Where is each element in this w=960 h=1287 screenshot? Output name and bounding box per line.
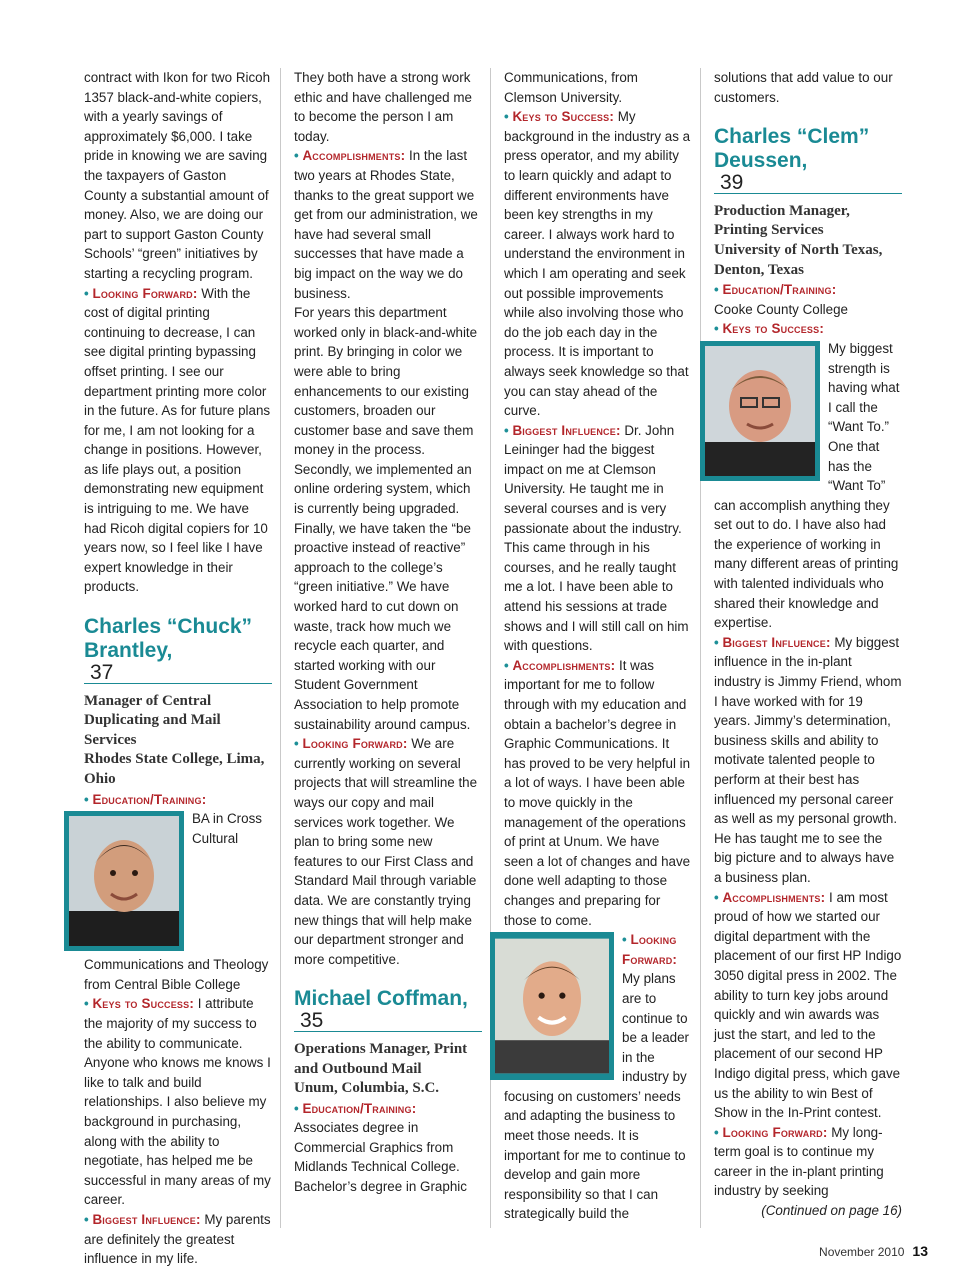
column-divider bbox=[280, 68, 281, 1228]
paragraph: Cooke County College bbox=[714, 301, 848, 317]
profile-name: Michael Coffman, bbox=[294, 987, 468, 1011]
section-label: Looking Forward: bbox=[92, 285, 198, 301]
profile-age: 39 bbox=[720, 171, 744, 195]
column-4 bbox=[714, 68, 902, 1221]
section-text: My long-term goal is to continue my career in the in-plant printing industry by seeking bbox=[714, 1124, 884, 1199]
paragraph: • Keys to Success: My background in the industry as a press operator, and my ability to learn quickly and adapt to different environments have been key strengths in my career. I always work hard to understand the environment in which I am operating and seek out possible improvements while also involving those who do the job each day in the process. It is important to always seek knowledge so that you can stay ahead of the curve. bbox=[504, 109, 691, 419]
section-label: Biggest Influence: bbox=[92, 1211, 201, 1227]
portrait-image bbox=[69, 816, 179, 946]
paragraph: • Biggest Influence: My parents are definitely the greatest influence in my life. bbox=[84, 1211, 271, 1267]
section-text: It was important for me to follow through with my education and obtain a bachelor’s degree in Graphic Communications. It has proved to be very helpful in a lot of ways. I have been able to move quickly in the management of the operations of print at Unum. We have seen a lot of changes and have done well adapting to those changes and preparing for those to come. bbox=[504, 657, 691, 928]
section-text: I am most proud of how we started our digital department with the placement of our first HP Indigo 3050 digital press in 2002. The ability to turn key jobs around quickly and win awards was just the start, and led to the placement of our second HP Indigo digital press, which gave us the ability to win Best of Show in the In-Print contest. bbox=[714, 889, 902, 1121]
column-1 bbox=[84, 68, 272, 1269]
profile-role: Production Manager, Printing Services bbox=[714, 202, 850, 239]
profile-role: Manager of Central Duplicating and Mail Services bbox=[84, 692, 221, 748]
paragraph: My biggest strength is having what I call the “Want To.” One that has the “Want To” can accomplish anything they set out to do. I have also had the experience of working in many different areas of printing with talented individuals who shared their knowledge and expertise. bbox=[714, 340, 900, 631]
column-3 bbox=[504, 68, 692, 1224]
section-text: My biggest influence in the in-plant industry is Jimmy Friend, whom I have worked with for 19 years. Jimmy’s determination, business skills and ability to motivate talented people to perform at their best has influenced my personal career as well as my personal growth. He has taught me to see the big picture and to always have a business plan. bbox=[714, 634, 902, 885]
section-label: Looking Forward: bbox=[302, 736, 408, 752]
section-label: Biggest Influence: bbox=[722, 634, 831, 650]
paragraph: They both have a strong work ethic and have challenged me to become the person I am today. bbox=[294, 70, 472, 144]
profile-name-rule bbox=[294, 1011, 482, 1032]
paragraph: • Accomplishments: In the last two years at Rhodes State, thanks to the great support we get from our administration, we have had several small successes that have made a big impact on the way we do business. bbox=[294, 148, 478, 301]
portrait-image bbox=[495, 937, 609, 1075]
section-label: Keys to Success: bbox=[722, 321, 824, 337]
portrait-image bbox=[705, 346, 815, 476]
profile-organization: University of North Texas, Denton, Texas bbox=[714, 241, 883, 278]
paragraph: • Accomplishments: I am most proud of how we started our digital department with the placement of our first HP Indigo 3050 digital press in 2002. The ability to turn key jobs around quickly and win awards was just the start, and led to the placement of our second HP Indigo digital press, which gave us the ability to win Best of Show in the In-Print contest. bbox=[714, 889, 902, 1121]
section-text: We are currently working on several projects that will streamline the ways our copy and mail services work together. We plan to bring some new features to our First Class and Standard Mail through variable data. We are constantly trying new things that will help make our department stronger and more competitive. bbox=[294, 736, 478, 967]
profile-deussen bbox=[714, 125, 902, 1201]
paragraph: contract with Ikon for two Ricoh 1357 black-and-white copiers, with a yearly savings of approximately $6,000. I take pride in knowing we are saving the taxpayers of Gaston County a substantial amount of money. Also, we are doing our part to support Gaston County Schools’ “green” initiatives by starting a recycling program. bbox=[84, 70, 271, 281]
profile-coffman bbox=[294, 987, 482, 1196]
section-label: Looking Forward: bbox=[722, 1124, 828, 1140]
paragraph: • Biggest Influence: Dr. John Leininger had the biggest impact on me at Clemson University. He taught me in several courses and is very passionate about the industry. This came through in his courses, and he really taught me a lot. I have been able to attend his sessions at trade shows and I will still call on him with questions. bbox=[504, 422, 689, 654]
continued-note: (Continued on page 16) bbox=[761, 1203, 902, 1219]
paragraph: Communications, from Clemson University. bbox=[504, 70, 638, 105]
section-text: Dr. John Leininger had the biggest impact on me at Clemson University. He taught me in several courses and is very passionate about the industry. This came through in his courses, and he really taught me a lot. I have been able to attend his sessions at trade shows and I will still call on him with questions. bbox=[504, 422, 689, 654]
profile-name: Charles “Clem” Deussen, bbox=[714, 125, 870, 173]
paragraph: • Keys to Success: I attribute the majority of my success to the ability to communicate. Anyone who knows me knows I like to talk and build relationships. I also believe my background in purchasing, along with the ability to negotiate, has helped me be successful in many areas of my career. bbox=[84, 996, 271, 1208]
column-divider bbox=[700, 68, 701, 1228]
section-label: Education/Training: bbox=[722, 282, 837, 298]
portrait-chuck-brantley-icon bbox=[64, 811, 184, 951]
page-number: 13 bbox=[912, 1243, 928, 1259]
paragraph: • Looking Forward: We are currently working on several projects that will streamline the ways our copy and mail services work together. We plan to bring some new features to our First Class and Standard Mail through variable data. We are constantly trying new things that will help make our department stronger and more competitive. bbox=[294, 736, 478, 967]
paragraph: • Education/Training: Associates degree in Commercial Graphics from Midlands Technical College. Bachelor’s degree in Graphic bbox=[294, 1100, 467, 1195]
section-text: In the last two years at Rhodes State, thanks to the great support we get from our administration, we have had several small successes that have made a big impact on the way we do business. bbox=[294, 148, 478, 301]
profile-brantley bbox=[84, 615, 272, 1269]
paragraph: For years this department worked only in black-and-white print. By bringing in color we were able to bring enhancements to our existing customers, broaden our customer base and save them money in the process. Secondly, we implemented an online ordering system, which is currently being upgraded. Finally, we have taken the “be proactive instead of reactive” approach to the college’s “green initiative.” We have worked hard to cut down on waste, track how much we recycle each quarter, and started working with our Student Government Association to help promote sustainability around campus. bbox=[294, 305, 478, 732]
section-label: Accomplishments: bbox=[302, 148, 406, 164]
paragraph: • Accomplishments: It was important for me to follow through with my education and obtain a bachelor’s degree in Graphic Communications. It has proved to be very helpful in a lot of ways. I have been able to move quickly in the management of the operations of print at Unum. We have seen a lot of changes and have done well adapting to those changes and preparing for those to come. bbox=[504, 657, 691, 928]
section-label: Accomplishments: bbox=[512, 657, 616, 673]
section-label: Looking Forward: bbox=[622, 932, 678, 967]
profile-organization: Rhodes State College, Lima, Ohio bbox=[84, 751, 265, 787]
profile-name-rule bbox=[714, 173, 902, 194]
portrait-clem-deussen-icon bbox=[700, 341, 820, 481]
profile-age: 35 bbox=[300, 1009, 324, 1033]
issue-date: November 2010 bbox=[819, 1245, 905, 1259]
section-text: I attribute the majority of my success to the ability to communicate. Anyone who knows me knows I like to talk and build relationships. I also believe my background in purchasing, along with the ability to negotiate, has helped me be successful in many areas of my career. bbox=[84, 996, 271, 1208]
profile-name: Charles “Chuck” Brantley, bbox=[84, 615, 253, 663]
section-text: My parents are definitely the greatest influence in my life. bbox=[84, 1211, 271, 1267]
section-text: My plans are to continue to be a leader in the industry by focusing on customers’ needs and adapting the business to meet those needs. It is important for me to continue to develop and gain more responsibility so that I can strategically build the bbox=[504, 971, 690, 1222]
section-label: Keys to Success: bbox=[92, 996, 194, 1012]
paragraph: • Biggest Influence: My biggest influence in the in-plant industry is Jimmy Friend, whom I have worked with for 19 years. Jimmy’s determination, business skills and ability to motivate talented people to perform at their best has influenced my personal career as well as my personal growth. He has taught me to see the big picture and to always have a business plan. bbox=[714, 634, 902, 885]
paragraph: • Keys to Success: bbox=[714, 321, 824, 337]
section-text: My background in the industry as a press operator, and my ability to learn quickly and adapt to different environments have been key strengths in my career. I always work hard to understand the environment in which I am operating and seek out possible improvements while also involving those who do the job each day in the process. It is important to always seek knowledge so that you can stay ahead of the curve. bbox=[504, 109, 691, 419]
section-text: Associates degree in Commercial Graphics from Midlands Technical College. Bachelor’s degree in Graphic bbox=[294, 1120, 467, 1195]
paragraph: BA in Cross Cultural Communications and Theology from Central Bible College bbox=[84, 811, 269, 992]
profile-role: Operations Manager, Print and Outbound Mail bbox=[294, 1040, 468, 1077]
portrait-michael-coffman-icon bbox=[490, 932, 614, 1080]
profile-age: 37 bbox=[90, 661, 114, 685]
column-2 bbox=[294, 68, 482, 1197]
profile-organization: Unum, Columbia, S.C. bbox=[294, 1080, 440, 1097]
paragraph: • Looking Forward: With the cost of digital printing continuing to decrease, I can see digital printing bypassing offset printing. I see our department printing more color in the future. As for future plans for me, I am not looking for a change in positions. However, as life plays out, a position demonstrating new equipment is intriguing to me. We have had Ricoh digital copiers for 10 years now, so I feel like I have expert knowledge in their products. bbox=[84, 285, 271, 595]
page-footer bbox=[819, 1243, 928, 1259]
paragraph: • Looking Forward: My plans are to continue to be a leader in the industry by focusing on customers’ needs and adapting the business to meet those needs. It is important for me to continue to develop and gain more responsibility so that I can strategically build the bbox=[504, 932, 690, 1222]
section-label: Accomplishments: bbox=[722, 889, 826, 905]
paragraph: • Education/Training: bbox=[84, 791, 207, 807]
paragraph: • Education/Training: bbox=[714, 282, 837, 298]
paragraph: • Looking Forward: My long-term goal is to continue my career in the in-plant printing industry by seeking bbox=[714, 1124, 884, 1199]
profile-name-rule bbox=[84, 663, 272, 684]
paragraph: solutions that add value to our customers. bbox=[714, 70, 893, 105]
section-label: Education/Training: bbox=[92, 791, 207, 807]
section-label: Keys to Success: bbox=[512, 109, 614, 125]
section-text: With the cost of digital printing continuing to decrease, I can see digital printing bypassing offset printing. I see our department printing more color in the future. As for future plans for me, I am not looking for a change in positions. However, as life plays out, a position demonstrating new equipment is intriguing to me. We have had Ricoh digital copiers for 10 years now, so I feel like I have expert knowledge in their products. bbox=[84, 285, 271, 595]
section-label: Education/Training: bbox=[302, 1100, 417, 1116]
section-label: Biggest Influence: bbox=[512, 422, 621, 438]
